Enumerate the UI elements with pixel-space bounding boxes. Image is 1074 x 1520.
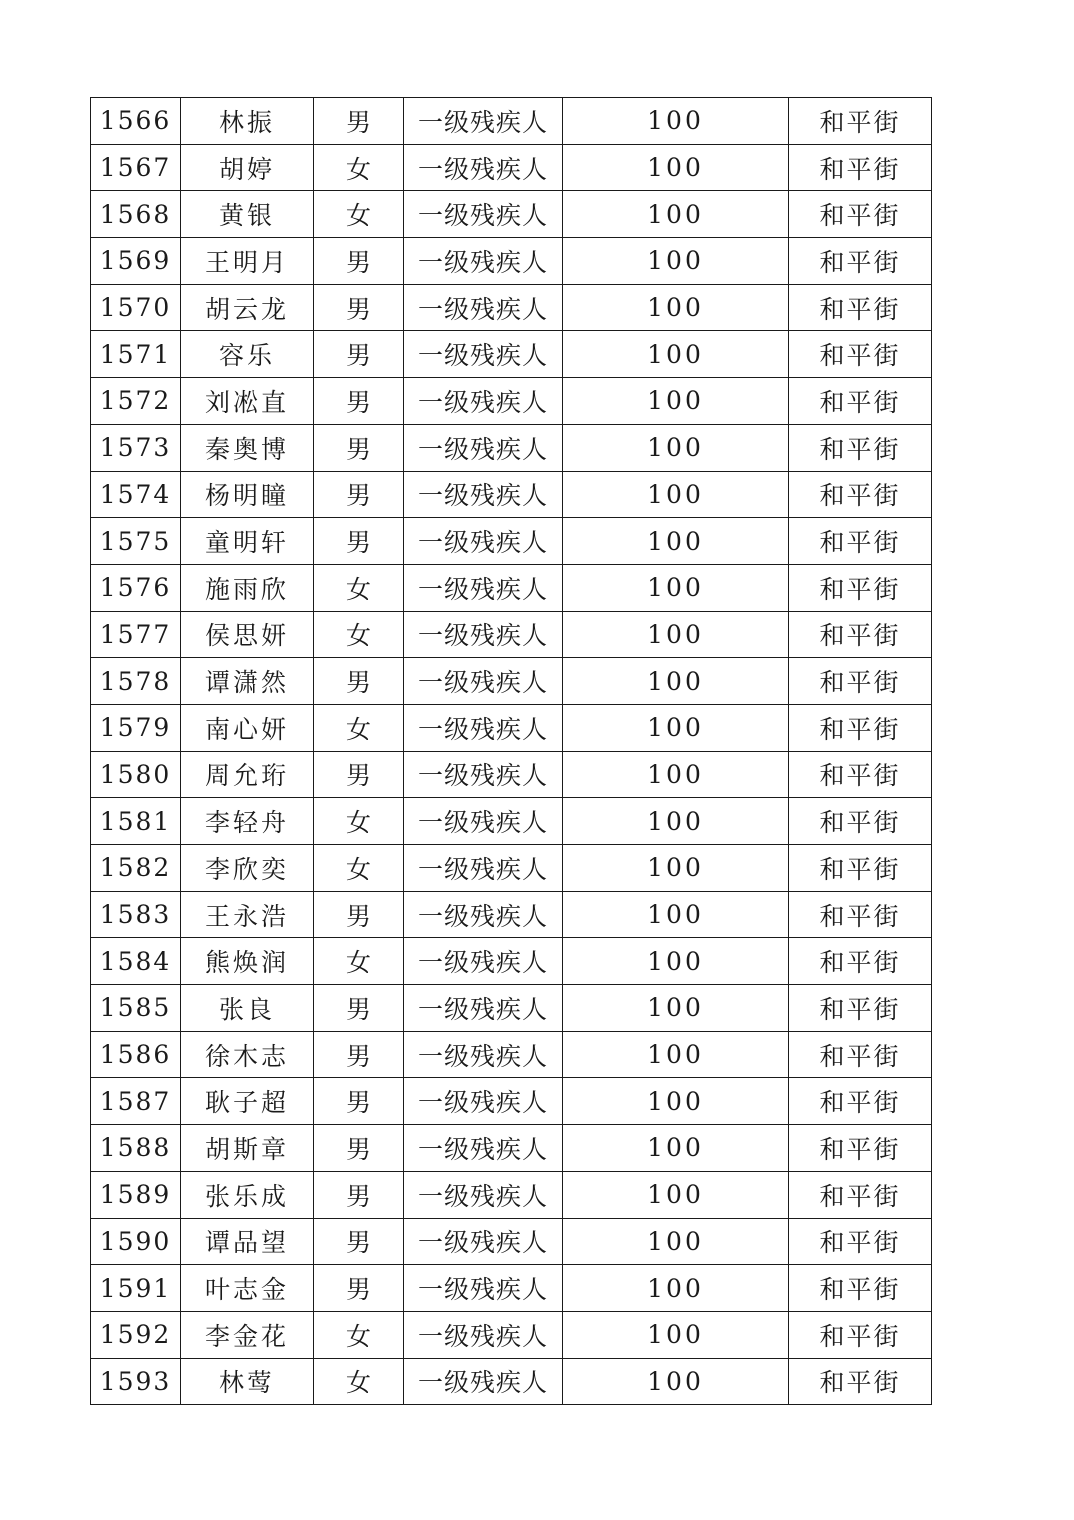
disability-category-cell: 一级残疾人 xyxy=(404,985,563,1032)
table-row xyxy=(91,331,932,378)
serial-number-cell: 1578 xyxy=(91,658,181,705)
gender-cell: 女 xyxy=(314,564,404,611)
person-name-cell: 熊焕润 xyxy=(181,938,314,985)
amount-cell: 100 xyxy=(563,1031,789,1078)
amount-cell: 100 xyxy=(563,845,789,892)
gender-cell: 男 xyxy=(314,518,404,565)
table-row xyxy=(91,191,932,238)
street-cell: 和平街 xyxy=(789,1031,932,1078)
street-cell: 和平街 xyxy=(789,378,932,425)
serial-number-cell: 1573 xyxy=(91,424,181,471)
disability-category-cell: 一级残疾人 xyxy=(404,845,563,892)
disability-category-cell: 一级残疾人 xyxy=(404,1218,563,1265)
street-cell: 和平街 xyxy=(789,751,932,798)
serial-number-cell: 1583 xyxy=(91,891,181,938)
gender-cell: 男 xyxy=(314,1125,404,1172)
street-cell: 和平街 xyxy=(789,985,932,1032)
disability-category-cell: 一级残疾人 xyxy=(404,704,563,751)
amount-cell: 100 xyxy=(563,471,789,518)
person-name-cell: 周允珩 xyxy=(181,751,314,798)
table-row xyxy=(91,985,932,1032)
street-cell: 和平街 xyxy=(789,1171,932,1218)
amount-cell: 100 xyxy=(563,938,789,985)
person-name-cell: 胡云龙 xyxy=(181,284,314,331)
roster-table xyxy=(90,97,932,1405)
table-row xyxy=(91,1218,932,1265)
gender-cell: 女 xyxy=(314,611,404,658)
serial-number-cell: 1579 xyxy=(91,704,181,751)
street-cell: 和平街 xyxy=(789,704,932,751)
street-cell: 和平街 xyxy=(789,284,932,331)
table-row xyxy=(91,284,932,331)
person-name-cell: 李轻舟 xyxy=(181,798,314,845)
person-name-cell: 南心妍 xyxy=(181,704,314,751)
person-name-cell: 胡婷 xyxy=(181,144,314,191)
street-cell: 和平街 xyxy=(789,518,932,565)
table-row xyxy=(91,144,932,191)
disability-category-cell: 一级残疾人 xyxy=(404,798,563,845)
serial-number-cell: 1576 xyxy=(91,564,181,611)
table-row xyxy=(91,611,932,658)
serial-number-cell: 1575 xyxy=(91,518,181,565)
serial-number-cell: 1585 xyxy=(91,985,181,1032)
table-row xyxy=(91,1358,932,1405)
disability-category-cell: 一级残疾人 xyxy=(404,611,563,658)
amount-cell: 100 xyxy=(563,191,789,238)
table-row xyxy=(91,471,932,518)
person-name-cell: 张良 xyxy=(181,985,314,1032)
disability-category-cell: 一级残疾人 xyxy=(404,1031,563,1078)
disability-category-cell: 一级残疾人 xyxy=(404,424,563,471)
table-row xyxy=(91,751,932,798)
gender-cell: 女 xyxy=(314,704,404,751)
gender-cell: 女 xyxy=(314,191,404,238)
amount-cell: 100 xyxy=(563,611,789,658)
disability-category-cell: 一级残疾人 xyxy=(404,191,563,238)
amount-cell: 100 xyxy=(563,658,789,705)
gender-cell: 男 xyxy=(314,1078,404,1125)
person-name-cell: 谭品望 xyxy=(181,1218,314,1265)
amount-cell: 100 xyxy=(563,1311,789,1358)
street-cell: 和平街 xyxy=(789,424,932,471)
street-cell: 和平街 xyxy=(789,471,932,518)
gender-cell: 男 xyxy=(314,378,404,425)
person-name-cell: 耿子超 xyxy=(181,1078,314,1125)
gender-cell: 男 xyxy=(314,891,404,938)
street-cell: 和平街 xyxy=(789,1125,932,1172)
amount-cell: 100 xyxy=(563,985,789,1032)
disability-category-cell: 一级残疾人 xyxy=(404,751,563,798)
gender-cell: 女 xyxy=(314,798,404,845)
disability-category-cell: 一级残疾人 xyxy=(404,1125,563,1172)
amount-cell: 100 xyxy=(563,378,789,425)
person-name-cell: 胡斯章 xyxy=(181,1125,314,1172)
street-cell: 和平街 xyxy=(789,191,932,238)
street-cell: 和平街 xyxy=(789,564,932,611)
serial-number-cell: 1572 xyxy=(91,378,181,425)
table-row xyxy=(91,845,932,892)
serial-number-cell: 1589 xyxy=(91,1171,181,1218)
disability-category-cell: 一级残疾人 xyxy=(404,144,563,191)
serial-number-cell: 1568 xyxy=(91,191,181,238)
amount-cell: 100 xyxy=(563,798,789,845)
disability-category-cell: 一级残疾人 xyxy=(404,938,563,985)
roster-table-body xyxy=(91,98,932,1405)
street-cell: 和平街 xyxy=(789,658,932,705)
street-cell: 和平街 xyxy=(789,98,932,145)
amount-cell: 100 xyxy=(563,284,789,331)
table-row xyxy=(91,1125,932,1172)
serial-number-cell: 1580 xyxy=(91,751,181,798)
person-name-cell: 谭潇然 xyxy=(181,658,314,705)
person-name-cell: 侯思妍 xyxy=(181,611,314,658)
gender-cell: 男 xyxy=(314,331,404,378)
street-cell: 和平街 xyxy=(789,1078,932,1125)
gender-cell: 男 xyxy=(314,1171,404,1218)
person-name-cell: 徐木志 xyxy=(181,1031,314,1078)
person-name-cell: 童明轩 xyxy=(181,518,314,565)
gender-cell: 男 xyxy=(314,238,404,285)
gender-cell: 男 xyxy=(314,658,404,705)
person-name-cell: 李金花 xyxy=(181,1311,314,1358)
serial-number-cell: 1582 xyxy=(91,845,181,892)
amount-cell: 100 xyxy=(563,331,789,378)
amount-cell: 100 xyxy=(563,238,789,285)
table-row xyxy=(91,938,932,985)
serial-number-cell: 1571 xyxy=(91,331,181,378)
gender-cell: 女 xyxy=(314,1358,404,1405)
table-row xyxy=(91,798,932,845)
amount-cell: 100 xyxy=(563,1125,789,1172)
disability-category-cell: 一级残疾人 xyxy=(404,284,563,331)
amount-cell: 100 xyxy=(563,1218,789,1265)
serial-number-cell: 1581 xyxy=(91,798,181,845)
table-row xyxy=(91,98,932,145)
disability-category-cell: 一级残疾人 xyxy=(404,378,563,425)
person-name-cell: 林振 xyxy=(181,98,314,145)
table-row xyxy=(91,378,932,425)
street-cell: 和平街 xyxy=(789,1218,932,1265)
person-name-cell: 杨明瞳 xyxy=(181,471,314,518)
disability-category-cell: 一级残疾人 xyxy=(404,658,563,705)
person-name-cell: 李欣奕 xyxy=(181,845,314,892)
street-cell: 和平街 xyxy=(789,331,932,378)
person-name-cell: 林莺 xyxy=(181,1358,314,1405)
disability-category-cell: 一级残疾人 xyxy=(404,518,563,565)
serial-number-cell: 1588 xyxy=(91,1125,181,1172)
amount-cell: 100 xyxy=(563,704,789,751)
table-row xyxy=(91,704,932,751)
amount-cell: 100 xyxy=(563,751,789,798)
street-cell: 和平街 xyxy=(789,611,932,658)
table-row xyxy=(91,1031,932,1078)
table-row xyxy=(91,658,932,705)
table-row xyxy=(91,424,932,471)
serial-number-cell: 1592 xyxy=(91,1311,181,1358)
serial-number-cell: 1574 xyxy=(91,471,181,518)
person-name-cell: 张乐成 xyxy=(181,1171,314,1218)
person-name-cell: 黄银 xyxy=(181,191,314,238)
serial-number-cell: 1587 xyxy=(91,1078,181,1125)
street-cell: 和平街 xyxy=(789,1311,932,1358)
street-cell: 和平街 xyxy=(789,1358,932,1405)
serial-number-cell: 1567 xyxy=(91,144,181,191)
disability-category-cell: 一级残疾人 xyxy=(404,891,563,938)
disability-category-cell: 一级残疾人 xyxy=(404,331,563,378)
table-row xyxy=(91,1265,932,1312)
amount-cell: 100 xyxy=(563,564,789,611)
amount-cell: 100 xyxy=(563,1171,789,1218)
serial-number-cell: 1591 xyxy=(91,1265,181,1312)
gender-cell: 女 xyxy=(314,845,404,892)
gender-cell: 女 xyxy=(314,938,404,985)
gender-cell: 男 xyxy=(314,1031,404,1078)
disability-category-cell: 一级残疾人 xyxy=(404,471,563,518)
person-name-cell: 叶志金 xyxy=(181,1265,314,1312)
gender-cell: 男 xyxy=(314,985,404,1032)
table-row xyxy=(91,564,932,611)
street-cell: 和平街 xyxy=(789,144,932,191)
amount-cell: 100 xyxy=(563,98,789,145)
table-row xyxy=(91,238,932,285)
amount-cell: 100 xyxy=(563,144,789,191)
person-name-cell: 刘凇直 xyxy=(181,378,314,425)
disability-category-cell: 一级残疾人 xyxy=(404,1078,563,1125)
street-cell: 和平街 xyxy=(789,845,932,892)
disability-category-cell: 一级残疾人 xyxy=(404,1358,563,1405)
disability-category-cell: 一级残疾人 xyxy=(404,1265,563,1312)
serial-number-cell: 1570 xyxy=(91,284,181,331)
gender-cell: 女 xyxy=(314,144,404,191)
disability-category-cell: 一级残疾人 xyxy=(404,1171,563,1218)
disability-category-cell: 一级残疾人 xyxy=(404,98,563,145)
amount-cell: 100 xyxy=(563,891,789,938)
person-name-cell: 王明月 xyxy=(181,238,314,285)
disability-category-cell: 一级残疾人 xyxy=(404,564,563,611)
serial-number-cell: 1586 xyxy=(91,1031,181,1078)
gender-cell: 男 xyxy=(314,1218,404,1265)
gender-cell: 男 xyxy=(314,284,404,331)
amount-cell: 100 xyxy=(563,518,789,565)
gender-cell: 男 xyxy=(314,751,404,798)
person-name-cell: 施雨欣 xyxy=(181,564,314,611)
serial-number-cell: 1590 xyxy=(91,1218,181,1265)
person-name-cell: 秦奥博 xyxy=(181,424,314,471)
person-name-cell: 容乐 xyxy=(181,331,314,378)
amount-cell: 100 xyxy=(563,424,789,471)
gender-cell: 男 xyxy=(314,1265,404,1312)
street-cell: 和平街 xyxy=(789,1265,932,1312)
amount-cell: 100 xyxy=(563,1265,789,1312)
table-row xyxy=(91,891,932,938)
gender-cell: 男 xyxy=(314,98,404,145)
gender-cell: 男 xyxy=(314,471,404,518)
disability-category-cell: 一级残疾人 xyxy=(404,238,563,285)
table-row xyxy=(91,1078,932,1125)
serial-number-cell: 1577 xyxy=(91,611,181,658)
table-row xyxy=(91,1311,932,1358)
table-row xyxy=(91,1171,932,1218)
serial-number-cell: 1569 xyxy=(91,238,181,285)
serial-number-cell: 1593 xyxy=(91,1358,181,1405)
amount-cell: 100 xyxy=(563,1358,789,1405)
gender-cell: 女 xyxy=(314,1311,404,1358)
amount-cell: 100 xyxy=(563,1078,789,1125)
serial-number-cell: 1584 xyxy=(91,938,181,985)
street-cell: 和平街 xyxy=(789,891,932,938)
table-row xyxy=(91,518,932,565)
disability-category-cell: 一级残疾人 xyxy=(404,1311,563,1358)
gender-cell: 男 xyxy=(314,424,404,471)
serial-number-cell: 1566 xyxy=(91,98,181,145)
street-cell: 和平街 xyxy=(789,238,932,285)
street-cell: 和平街 xyxy=(789,938,932,985)
person-name-cell: 王永浩 xyxy=(181,891,314,938)
street-cell: 和平街 xyxy=(789,798,932,845)
